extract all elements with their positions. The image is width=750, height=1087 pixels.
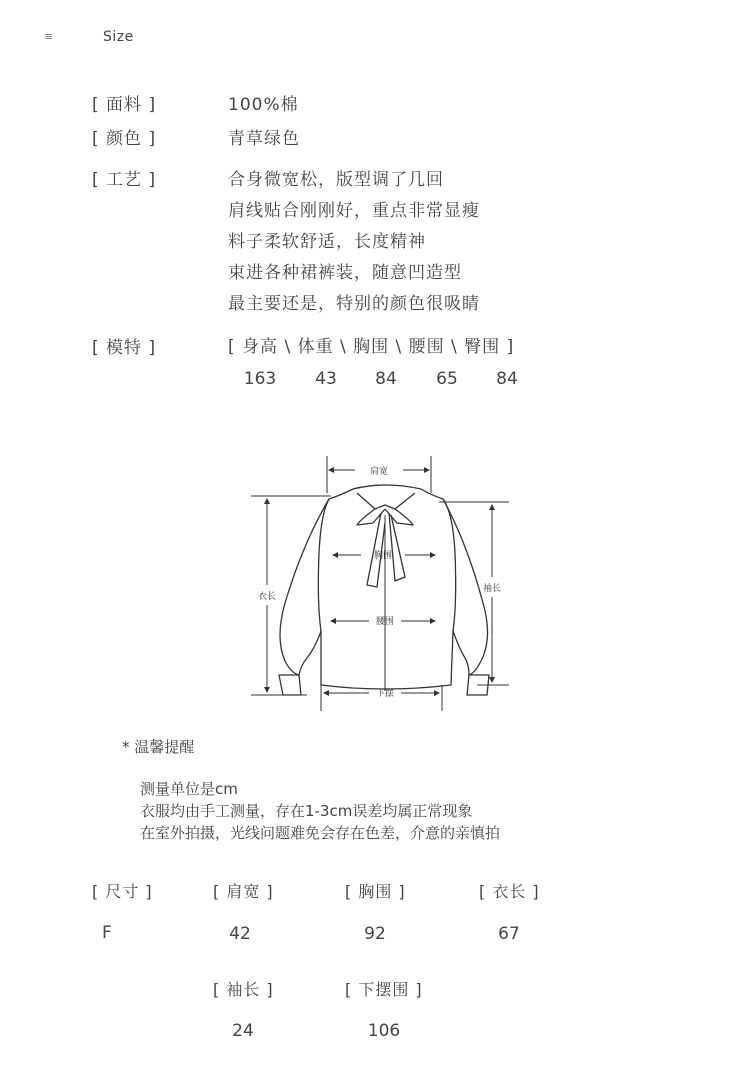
craft-line: 肩线贴合刚刚好，重点非常显瘦	[228, 201, 480, 221]
shoulder-label: 肩宽	[369, 467, 389, 477]
chest-label: 胸围	[373, 551, 393, 561]
sleeve-header: [ 袖长 ]	[213, 980, 274, 999]
hem-label: 下摆	[375, 689, 395, 699]
color-value: 青草绿色	[228, 129, 300, 149]
shoulder-value: 42	[229, 924, 251, 944]
model-label: [ 模特 ]	[92, 338, 157, 358]
length-label: 衣长	[257, 592, 277, 602]
menu-icon[interactable]: ≡	[44, 30, 54, 43]
fabric-value: 100%棉	[228, 95, 299, 115]
color-label: [ 颜色 ]	[92, 129, 157, 149]
shoulder-header: [ 肩宽 ]	[213, 882, 274, 901]
hem-header: [ 下摆围 ]	[345, 980, 423, 999]
model-measure-header: [ 身高 \ 体重 \ 胸围 \ 腰围 \ 臀围 ]	[228, 337, 515, 357]
reminder-line: 在室外拍摄，光线问题难免会存在色差，介意的亲慎拍	[140, 824, 501, 842]
model-bust: 84	[375, 369, 397, 389]
craft-line: 合身微宽松，版型调了几回	[228, 170, 444, 190]
chest-header: [ 胸围 ]	[345, 882, 406, 901]
craft-line: 料子柔软舒适，长度精神	[228, 232, 426, 252]
sleeve-label: 袖长	[482, 584, 502, 594]
model-height: 163	[243, 369, 277, 389]
measurement-diagram	[245, 453, 515, 715]
chest-value: 92	[364, 924, 386, 944]
craft-line: 最主要还是，特别的颜色很吸睛	[228, 294, 480, 314]
page-title: Size	[103, 29, 134, 45]
model-hip: 84	[496, 369, 518, 389]
hem-value: 106	[367, 1021, 401, 1041]
size-label: [ 尺寸 ]	[92, 882, 153, 901]
waist-label: 腰围	[375, 617, 395, 627]
reminder-line: 衣服均由手工测量，存在1-3cm误差均属正常现象	[140, 802, 473, 820]
model-waist: 65	[436, 369, 458, 389]
size-value: F	[102, 923, 112, 943]
fabric-label: [ 面料 ]	[92, 95, 157, 115]
craft-label: [ 工艺 ]	[92, 170, 157, 190]
model-weight: 43	[315, 369, 337, 389]
length-value: 67	[498, 924, 520, 944]
blouse-outline	[279, 485, 489, 695]
craft-line: 束进各种裙裤装，随意凹造型	[228, 263, 462, 283]
length-header: [ 衣长 ]	[479, 882, 540, 901]
reminder-title: * 温馨提醒	[122, 738, 195, 756]
sleeve-value: 24	[232, 1021, 254, 1041]
reminder-line: 测量单位是cm	[140, 780, 238, 798]
